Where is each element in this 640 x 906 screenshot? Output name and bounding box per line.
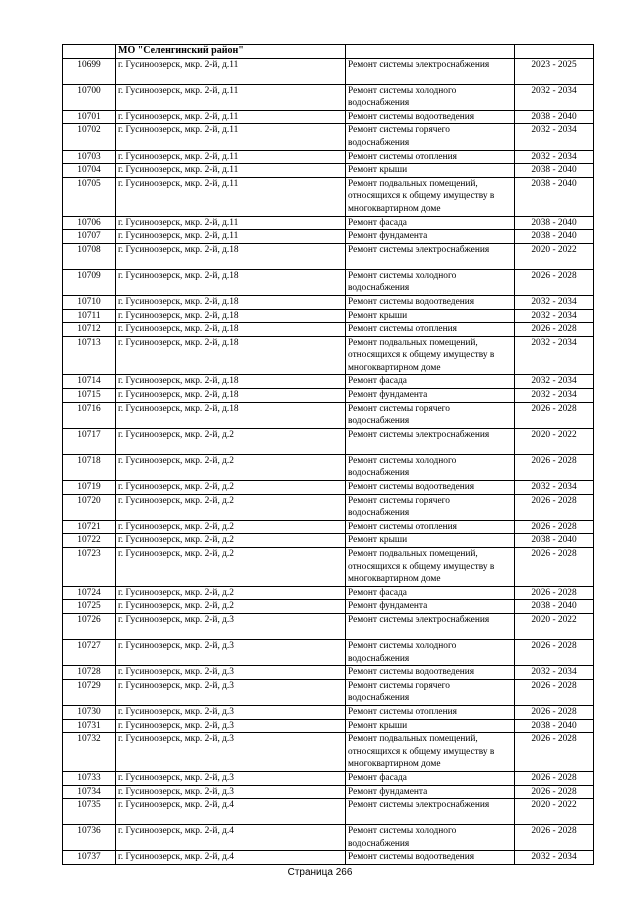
- table-row: [63, 58, 594, 84]
- table-row: [63, 494, 594, 520]
- address-cell: г. Гусиноозерск, мкр. 2-й, д.11: [116, 216, 346, 230]
- table-row: [63, 799, 594, 825]
- work-type-cell: Ремонт системы горячего водоснабжения: [346, 402, 515, 428]
- address-cell: г. Гусиноозерск, мкр. 2-й, д.3: [116, 719, 346, 733]
- table-row: [63, 216, 594, 230]
- header-empty-cell: [515, 45, 594, 59]
- period-cell: 2026 - 2028: [515, 520, 594, 534]
- work-type-cell: Ремонт фасада: [346, 375, 515, 389]
- address-cell: г. Гусиноозерск, мкр. 2-й, д.3: [116, 771, 346, 785]
- table-row: [63, 851, 594, 865]
- period-cell: 2026 - 2028: [515, 323, 594, 337]
- address-cell: г. Гусиноозерск, мкр. 2-й, д.3: [116, 705, 346, 719]
- work-type-cell: Ремонт системы электроснабжения: [346, 428, 515, 454]
- period-cell: 2038 - 2040: [515, 719, 594, 733]
- address-cell: г. Гусиноозерск, мкр. 2-й, д.18: [116, 402, 346, 428]
- period-cell: 2032 - 2034: [515, 295, 594, 309]
- address-cell: г. Гусиноозерск, мкр. 2-й, д.18: [116, 295, 346, 309]
- row-id-cell: 10710: [63, 295, 116, 309]
- period-cell: 2020 - 2022: [515, 428, 594, 454]
- work-type-cell: Ремонт системы электроснабжения: [346, 58, 515, 84]
- work-type-cell: Ремонт крыши: [346, 309, 515, 323]
- work-type-cell: Ремонт системы водоотведения: [346, 666, 515, 680]
- period-cell: 2038 - 2040: [515, 177, 594, 216]
- table-row: [63, 243, 594, 269]
- address-cell: г. Гусиноозерск, мкр. 2-й, д.11: [116, 177, 346, 216]
- address-cell: г. Гусиноозерск, мкр. 2-й, д.2: [116, 481, 346, 495]
- row-id-cell: 10713: [63, 336, 116, 375]
- address-cell: г. Гусиноозерск, мкр. 2-й, д.11: [116, 150, 346, 164]
- row-id-cell: 10715: [63, 389, 116, 403]
- work-type-cell: Ремонт системы отопления: [346, 150, 515, 164]
- table-row: [63, 666, 594, 680]
- row-id-cell: 10699: [63, 58, 116, 84]
- address-cell: г. Гусиноозерск, мкр. 2-й, д.2: [116, 586, 346, 600]
- work-type-cell: Ремонт системы водоотведения: [346, 851, 515, 865]
- work-type-cell: Ремонт подвальных помещений, относящихся к общему имуществу в многоквартирном доме: [346, 548, 515, 587]
- work-type-cell: Ремонт фундамента: [346, 389, 515, 403]
- period-cell: 2020 - 2022: [515, 799, 594, 825]
- address-cell: г. Гусиноозерск, мкр. 2-й, д.3: [116, 613, 346, 639]
- work-type-cell: Ремонт системы водоотведения: [346, 481, 515, 495]
- row-id-cell: 10717: [63, 428, 116, 454]
- row-id-cell: 10711: [63, 309, 116, 323]
- period-cell: 2032 - 2034: [515, 336, 594, 375]
- row-id-cell: 10732: [63, 733, 116, 772]
- work-type-cell: Ремонт фасада: [346, 771, 515, 785]
- address-cell: г. Гусиноозерск, мкр. 2-й, д.11: [116, 110, 346, 124]
- table-row: [63, 336, 594, 375]
- work-type-cell: Ремонт фасада: [346, 586, 515, 600]
- address-cell: г. Гусиноозерск, мкр. 2-й, д.18: [116, 269, 346, 295]
- period-cell: 2032 - 2034: [515, 851, 594, 865]
- row-id-cell: 10734: [63, 785, 116, 799]
- period-cell: 2026 - 2028: [515, 269, 594, 295]
- work-type-cell: Ремонт крыши: [346, 164, 515, 178]
- row-id-cell: 10704: [63, 164, 116, 178]
- address-cell: г. Гусиноозерск, мкр. 2-й, д.3: [116, 679, 346, 705]
- table-row: [63, 586, 594, 600]
- row-id-cell: 10705: [63, 177, 116, 216]
- row-id-cell: 10703: [63, 150, 116, 164]
- table-row: [63, 84, 594, 110]
- table-row: [63, 481, 594, 495]
- row-id-cell: 10709: [63, 269, 116, 295]
- table-row: [63, 613, 594, 639]
- row-id-cell: 10731: [63, 719, 116, 733]
- district-title: МО "Селенгинский район": [116, 45, 346, 59]
- row-id-cell: 10735: [63, 799, 116, 825]
- header-empty-cell: [63, 45, 116, 59]
- period-cell: 2026 - 2028: [515, 494, 594, 520]
- table-row: [63, 600, 594, 614]
- period-cell: 2032 - 2034: [515, 481, 594, 495]
- row-id-cell: 10716: [63, 402, 116, 428]
- work-type-cell: Ремонт системы отопления: [346, 323, 515, 337]
- row-id-cell: 10714: [63, 375, 116, 389]
- period-cell: 2038 - 2040: [515, 216, 594, 230]
- period-cell: 2032 - 2034: [515, 150, 594, 164]
- table-row: [63, 230, 594, 244]
- row-id-cell: 10712: [63, 323, 116, 337]
- row-id-cell: 10737: [63, 851, 116, 865]
- address-cell: г. Гусиноозерск, мкр. 2-й, д.11: [116, 84, 346, 110]
- address-cell: г. Гусиноозерск, мкр. 2-й, д.18: [116, 323, 346, 337]
- work-type-cell: Ремонт подвальных помещений, относящихся к общему имуществу в многоквартирном доме: [346, 336, 515, 375]
- period-cell: 2026 - 2028: [515, 402, 594, 428]
- work-type-cell: Ремонт системы электроснабжения: [346, 799, 515, 825]
- period-cell: 2026 - 2028: [515, 825, 594, 851]
- work-type-cell: Ремонт системы горячего водоснабжения: [346, 494, 515, 520]
- row-id-cell: 10700: [63, 84, 116, 110]
- table-row: [63, 150, 594, 164]
- work-type-cell: Ремонт фундамента: [346, 600, 515, 614]
- work-type-cell: Ремонт системы водоотведения: [346, 110, 515, 124]
- address-cell: г. Гусиноозерск, мкр. 2-й, д.3: [116, 733, 346, 772]
- period-cell: 2032 - 2034: [515, 666, 594, 680]
- table-row: [63, 309, 594, 323]
- period-cell: 2023 - 2025: [515, 58, 594, 84]
- row-id-cell: 10728: [63, 666, 116, 680]
- period-cell: 2026 - 2028: [515, 771, 594, 785]
- work-type-cell: Ремонт подвальных помещений, относящихся к общему имуществу в многоквартирном доме: [346, 733, 515, 772]
- address-cell: г. Гусиноозерск, мкр. 2-й, д.2: [116, 520, 346, 534]
- row-id-cell: 10724: [63, 586, 116, 600]
- work-type-cell: Ремонт крыши: [346, 534, 515, 548]
- period-cell: 2032 - 2034: [515, 309, 594, 323]
- address-cell: г. Гусиноозерск, мкр. 2-й, д.2: [116, 548, 346, 587]
- address-cell: г. Гусиноозерск, мкр. 2-й, д.18: [116, 309, 346, 323]
- document-page: [62, 44, 593, 865]
- address-cell: г. Гусиноозерск, мкр. 2-й, д.3: [116, 639, 346, 665]
- table-row: [63, 164, 594, 178]
- period-cell: 2032 - 2034: [515, 389, 594, 403]
- table-row: [63, 719, 594, 733]
- work-type-cell: Ремонт системы отопления: [346, 520, 515, 534]
- table-row: [63, 639, 594, 665]
- table-row: [63, 534, 594, 548]
- row-id-cell: 10722: [63, 534, 116, 548]
- table-row: [63, 428, 594, 454]
- address-cell: г. Гусиноозерск, мкр. 2-й, д.18: [116, 375, 346, 389]
- table-row: [63, 323, 594, 337]
- address-cell: г. Гусиноозерск, мкр. 2-й, д.11: [116, 164, 346, 178]
- table-row: [63, 375, 594, 389]
- row-id-cell: 10701: [63, 110, 116, 124]
- address-cell: г. Гусиноозерск, мкр. 2-й, д.4: [116, 851, 346, 865]
- work-type-cell: Ремонт фасада: [346, 216, 515, 230]
- period-cell: 2020 - 2022: [515, 613, 594, 639]
- row-id-cell: 10729: [63, 679, 116, 705]
- row-id-cell: 10706: [63, 216, 116, 230]
- table-row: [63, 402, 594, 428]
- period-cell: 2026 - 2028: [515, 679, 594, 705]
- table-row: [63, 785, 594, 799]
- work-type-cell: Ремонт системы электроснабжения: [346, 243, 515, 269]
- period-cell: 2032 - 2034: [515, 124, 594, 150]
- address-cell: г. Гусиноозерск, мкр. 2-й, д.2: [116, 428, 346, 454]
- address-cell: г. Гусиноозерск, мкр. 2-й, д.3: [116, 666, 346, 680]
- row-id-cell: 10718: [63, 454, 116, 480]
- period-cell: 2026 - 2028: [515, 548, 594, 587]
- period-cell: 2026 - 2028: [515, 733, 594, 772]
- table-row: [63, 825, 594, 851]
- table-row: [63, 124, 594, 150]
- table-row: [63, 269, 594, 295]
- table-row: [63, 295, 594, 309]
- period-cell: 2038 - 2040: [515, 110, 594, 124]
- period-cell: 2026 - 2028: [515, 586, 594, 600]
- address-cell: г. Гусиноозерск, мкр. 2-й, д.11: [116, 58, 346, 84]
- row-id-cell: 10721: [63, 520, 116, 534]
- work-type-cell: Ремонт системы горячего водоснабжения: [346, 679, 515, 705]
- table-row: [63, 548, 594, 587]
- period-cell: 2038 - 2040: [515, 534, 594, 548]
- table-row: [63, 771, 594, 785]
- address-cell: г. Гусиноозерск, мкр. 2-й, д.18: [116, 243, 346, 269]
- address-cell: г. Гусиноозерск, мкр. 2-й, д.18: [116, 336, 346, 375]
- row-id-cell: 10733: [63, 771, 116, 785]
- table-row: [63, 454, 594, 480]
- row-id-cell: 10719: [63, 481, 116, 495]
- work-type-cell: Ремонт системы холодного водоснабжения: [346, 639, 515, 665]
- address-cell: г. Гусиноозерск, мкр. 2-й, д.3: [116, 785, 346, 799]
- district-header-row: [63, 45, 594, 59]
- row-id-cell: 10708: [63, 243, 116, 269]
- period-cell: 2026 - 2028: [515, 785, 594, 799]
- row-id-cell: 10723: [63, 548, 116, 587]
- table-row: [63, 389, 594, 403]
- work-type-cell: Ремонт системы холодного водоснабжения: [346, 269, 515, 295]
- work-type-cell: Ремонт системы водоотведения: [346, 295, 515, 309]
- row-id-cell: 10702: [63, 124, 116, 150]
- period-cell: 2026 - 2028: [515, 454, 594, 480]
- address-cell: г. Гусиноозерск, мкр. 2-й, д.2: [116, 494, 346, 520]
- work-type-cell: Ремонт фундамента: [346, 230, 515, 244]
- row-id-cell: 10730: [63, 705, 116, 719]
- address-cell: г. Гусиноозерск, мкр. 2-й, д.4: [116, 825, 346, 851]
- period-cell: 2020 - 2022: [515, 243, 594, 269]
- work-type-cell: Ремонт подвальных помещений, относящихся к общему имуществу в многоквартирном доме: [346, 177, 515, 216]
- work-type-cell: Ремонт крыши: [346, 719, 515, 733]
- table-row: [63, 110, 594, 124]
- header-empty-cell: [346, 45, 515, 59]
- address-cell: г. Гусиноозерск, мкр. 2-й, д.11: [116, 230, 346, 244]
- table-row: [63, 705, 594, 719]
- row-id-cell: 10725: [63, 600, 116, 614]
- table-row: [63, 177, 594, 216]
- address-cell: г. Гусиноозерск, мкр. 2-й, д.2: [116, 534, 346, 548]
- work-type-cell: Ремонт системы горячего водоснабжения: [346, 124, 515, 150]
- row-id-cell: 10707: [63, 230, 116, 244]
- row-id-cell: 10736: [63, 825, 116, 851]
- row-id-cell: 10726: [63, 613, 116, 639]
- row-id-cell: 10727: [63, 639, 116, 665]
- table-row: [63, 679, 594, 705]
- period-cell: 2032 - 2034: [515, 375, 594, 389]
- address-cell: г. Гусиноозерск, мкр. 2-й, д.11: [116, 124, 346, 150]
- work-type-cell: Ремонт системы холодного водоснабжения: [346, 825, 515, 851]
- table-row: [63, 520, 594, 534]
- repair-schedule-table: [62, 44, 594, 865]
- work-type-cell: Ремонт системы холодного водоснабжения: [346, 84, 515, 110]
- address-cell: г. Гусиноозерск, мкр. 2-й, д.2: [116, 600, 346, 614]
- period-cell: 2038 - 2040: [515, 230, 594, 244]
- period-cell: 2026 - 2028: [515, 639, 594, 665]
- period-cell: 2038 - 2040: [515, 164, 594, 178]
- address-cell: г. Гусиноозерск, мкр. 2-й, д.4: [116, 799, 346, 825]
- period-cell: 2038 - 2040: [515, 600, 594, 614]
- work-type-cell: Ремонт системы электроснабжения: [346, 613, 515, 639]
- address-cell: г. Гусиноозерск, мкр. 2-й, д.2: [116, 454, 346, 480]
- address-cell: г. Гусиноозерск, мкр. 2-й, д.18: [116, 389, 346, 403]
- work-type-cell: Ремонт системы холодного водоснабжения: [346, 454, 515, 480]
- period-cell: 2032 - 2034: [515, 84, 594, 110]
- work-type-cell: Ремонт фундамента: [346, 785, 515, 799]
- table-body: [63, 45, 594, 865]
- page-number: Страница 266: [287, 867, 353, 878]
- table-row: [63, 733, 594, 772]
- period-cell: 2026 - 2028: [515, 705, 594, 719]
- work-type-cell: Ремонт системы отопления: [346, 705, 515, 719]
- row-id-cell: 10720: [63, 494, 116, 520]
